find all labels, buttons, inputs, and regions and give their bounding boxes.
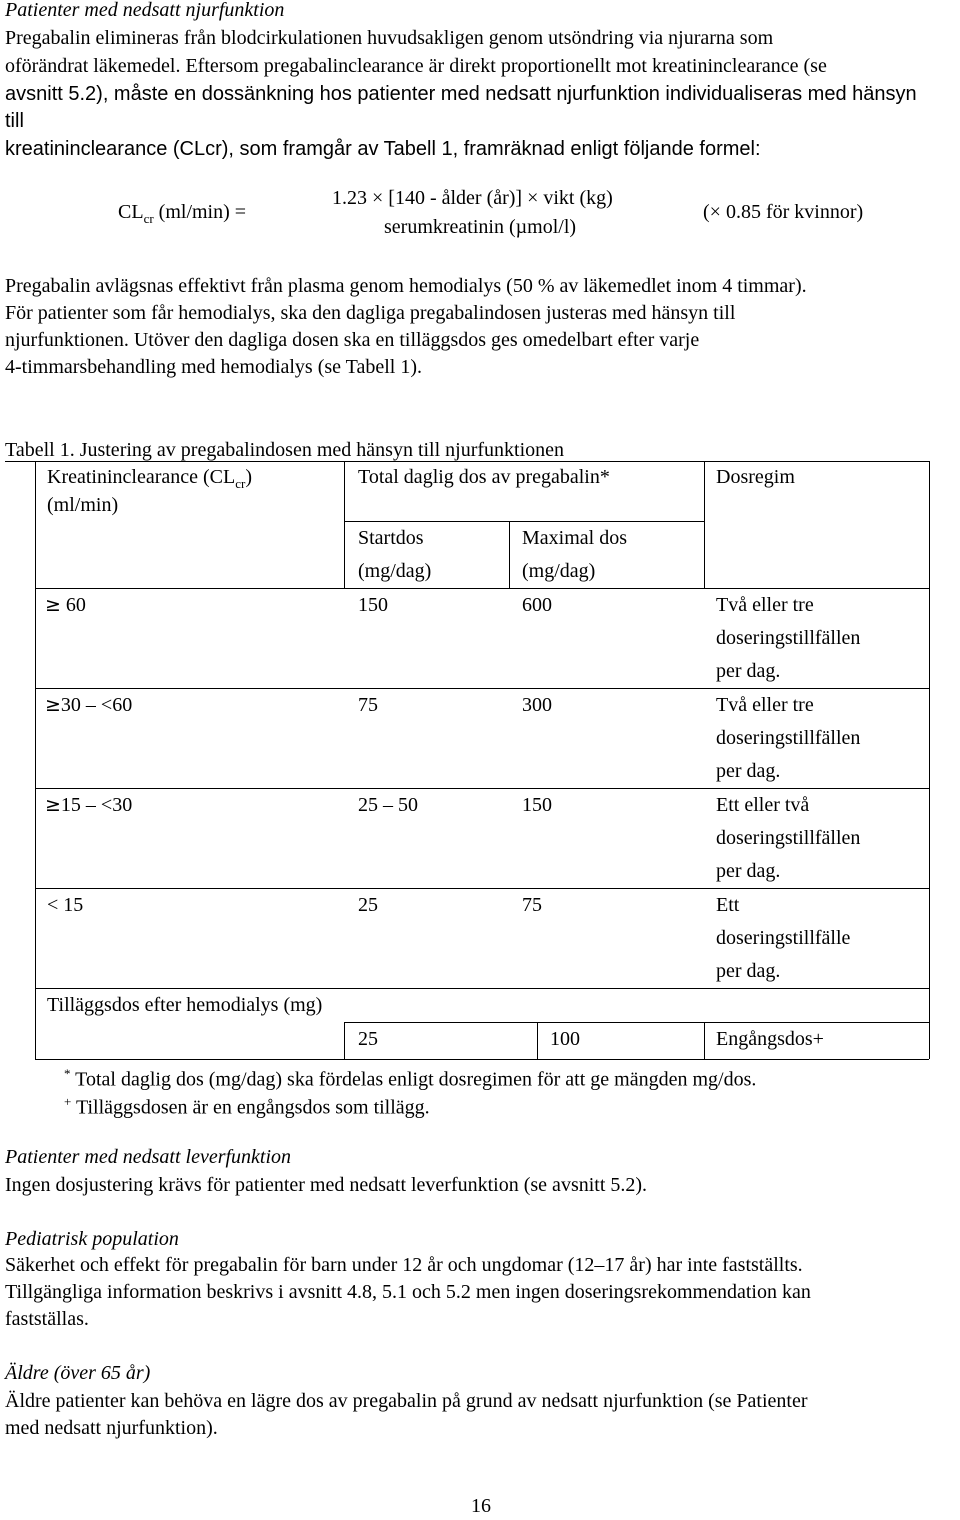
- elderly-line-2: med nedsatt njurfunktion).: [5, 1417, 218, 1439]
- row-regimen-line: doseringstillfällen: [716, 627, 861, 649]
- renal-heading: Patienter med nedsatt njurfunktion: [5, 0, 285, 21]
- row-regimen-line: per dag.: [716, 660, 781, 682]
- renal-line-2: oförändrat läkemedel. Eftersom pregabalinclearance är direkt proportionellt mot kreatininclearance (se: [5, 55, 827, 77]
- dialysis-line-3: njurfunktionen. Utöver den dagliga dosen ska en tilläggsdos ges omedelbart efter varje: [5, 329, 700, 351]
- renal-line-4: till: [5, 110, 24, 132]
- elderly-heading: Äldre (över 65 år): [5, 1362, 151, 1384]
- start-max-divider-header: [509, 521, 510, 588]
- col3-divider-header: [704, 461, 705, 588]
- footnote-total-daily-dose: * Total daglig dos (mg/dag) ska fördelas enligt dosregimen för att ge mängden mg/dos.: [64, 1066, 757, 1091]
- formula-numerator: 1.23 × [140 - ålder (år)] × vikt (kg): [332, 187, 613, 209]
- row-regimen-line: Två eller tre: [716, 594, 814, 616]
- row-regimen-line: per dag.: [716, 760, 781, 782]
- pediatric-line-1: Säkerhet och effekt för pregabalin för barn under 12 år och ungdomar (12–17 år) har inte fastställts.: [5, 1254, 803, 1276]
- row-line-3: [35, 888, 929, 889]
- formula-lhs: $CL_{cr}$ (ml/min) =: [118, 201, 247, 226]
- pediatric-line-2: Tillgängliga information beskrivs i avsnitt 4.8, 5.1 och 5.2 men ingen doseringsrekommendation kan: [5, 1281, 811, 1303]
- row-clearance: ≥ 60: [45, 594, 86, 616]
- table-border-left: [35, 461, 36, 1059]
- header-max-dose: Maximal dos: [522, 527, 627, 549]
- row-regimen-line: per dag.: [716, 960, 781, 982]
- row-start-dose: 75: [358, 694, 378, 716]
- supplement-divider-2: [537, 1022, 538, 1059]
- pediatric-line-3: fastställas.: [5, 1308, 89, 1330]
- dialysis-line-1: Pregabalin avlägsnas effektivt från plasma genom hemodialys (50 % av läkemedlet inom 4 timmar).: [5, 275, 807, 297]
- header-clearance-unit: (ml/min): [47, 494, 119, 516]
- row-clearance: ≥15 – <30: [45, 794, 133, 816]
- row-regimen-line: Ett eller två: [716, 794, 810, 816]
- liver-heading: Patienter med nedsatt leverfunktion: [5, 1146, 292, 1168]
- row-clearance: ≥30 – <60: [45, 694, 133, 716]
- row-max-dose: 300: [522, 694, 552, 716]
- header-start-dose: Startdos: [358, 527, 424, 549]
- row-clearance: < 15: [47, 894, 84, 916]
- row-regimen-line: Ett: [716, 894, 740, 916]
- row-start-dose: 150: [358, 594, 388, 616]
- renal-line-5: kreatininclearance (CLcr), som framgår av Tabell 1, framräknad enligt följande formel:: [5, 138, 761, 160]
- page-number: 16: [471, 1495, 491, 1517]
- row-start-dose: 25: [358, 894, 378, 916]
- pediatric-heading: Pediatrisk population: [5, 1228, 179, 1250]
- row-max-dose: 75: [522, 894, 542, 916]
- liver-line-1: Ingen dosjustering krävs för patienter med nedsatt leverfunktion (se avsnitt 5.2).: [5, 1174, 648, 1196]
- header-max-dose-unit: (mg/dag): [522, 560, 596, 582]
- row-regimen-line: doseringstillfällen: [716, 727, 861, 749]
- supplement-line: [344, 1022, 929, 1023]
- row-regimen-line: per dag.: [716, 860, 781, 882]
- header-start-dose-unit: (mg/dag): [358, 560, 432, 582]
- dialysis-line-4: 4-timmarsbehandling med hemodialys (se Tabell 1).: [5, 356, 423, 378]
- renal-line-1: Pregabalin elimineras från blodcirkulationen huvudsakligen genom utsöndring via njurarna som: [5, 27, 774, 49]
- formula-female-factor: (× 0.85 för kvinnor): [703, 201, 864, 223]
- header-dose-regimen: Dosregim: [716, 466, 795, 488]
- table-border-right: [929, 461, 930, 1059]
- footnote-supplement-dose: + Tilläggsdosen är en engångsdos som tillägg.: [64, 1094, 430, 1119]
- elderly-line-1: Äldre patienter kan behöva en lägre dos av pregabalin på grund av nedsatt njurfunktion (se Patienter: [5, 1390, 808, 1412]
- supplement-regimen: Engångsdos+: [716, 1028, 824, 1050]
- header-clearance: Kreatininclearance $(CL_{cr})$: [47, 466, 253, 491]
- row-regimen-line: doseringstillfälle: [716, 927, 851, 949]
- formula-denominator: serumkreatinin (µmol/l): [384, 216, 577, 238]
- row-regimen-line: doseringstillfällen: [716, 827, 861, 849]
- supplement-max-dose: 100: [550, 1028, 580, 1050]
- header-total-daily-dose: Total daglig dos av pregabalin*: [358, 466, 610, 488]
- row-start-dose: 25 – 50: [358, 794, 418, 816]
- col1-divider-header: [344, 461, 345, 588]
- supplement-divider-3: [704, 1022, 705, 1059]
- supplement-label: Tilläggsdos efter hemodialys (mg): [47, 994, 323, 1016]
- row-max-dose: 600: [522, 594, 552, 616]
- supplement-divider-1: [344, 1022, 345, 1059]
- renal-line-3: avsnitt 5.2), måste en dossänkning hos patienter med nedsatt njurfunktion individualiseras med hänsyn: [5, 83, 917, 105]
- supplement-start-dose: 25: [358, 1028, 378, 1050]
- table-caption: Tabell 1. Justering av pregabalindosen med hänsyn till njurfunktionen: [5, 439, 565, 461]
- dialysis-line-2: För patienter som får hemodialys, ska den dagliga pregabalindosen justeras med hänsyn till: [5, 302, 736, 324]
- row-max-dose: 150: [522, 794, 552, 816]
- row-regimen-line: Två eller tre: [716, 694, 814, 716]
